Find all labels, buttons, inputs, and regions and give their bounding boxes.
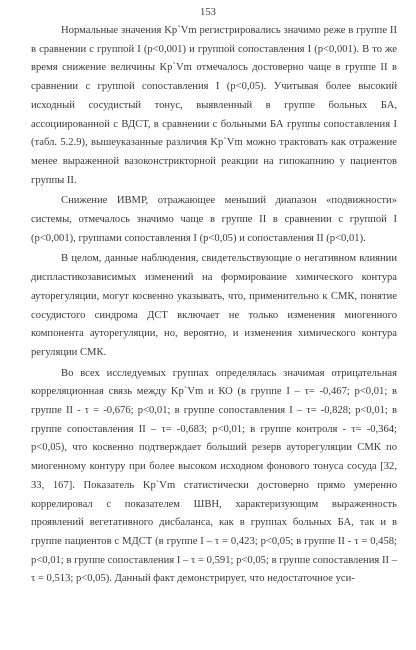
page-body	[31, 22, 397, 591]
paragraph-kp-vm-values: Нормальные значения Kp`Vm регистрировались значимо реже в группе II в сравнении с группой I (p<0,001) и группой сопоставления I (p<0,001). В то же время снижение величины Kp`Vm отмечалось достоверно чаще в группе II в сравнении с группой сопоставления I (p<0,05). Учитывая более высокий исходный сосудистый тонус, выявленный в группе больных БА, ассоциированной с ВДСТ, в сравнении с больными БА группы сопоставления I (табл. 5.2.9), вышеуказанные различия Kp`Vm можно трактовать как отражение менее выраженной вазоконстрикторной реакции на гипокапнию у пациентов группы II.	[31, 25, 397, 186]
paragraph-correlation-analysis: Во всех исследуемых группах определялась значимая отрицательная корреляционная связь между Kp`Vm и КО (в группе I – τ= -0,467; p<0,01; в группе II - τ = -0,676; p<0,01; в группе сопоставления I – τ= -0,828; p<0,01; в группе сопоставления II – τ= -0,683; p<0,01; в группе контроля - τ= -0,364; p<0,05), что косвенно подтверждает больший резерв ауторегуляции СМК по миогенному контуру при более высоком исходном фонового тонуса сосуда [32, 33, 167]. Показатель Kp`Vm статистически достоверно прямо умеренно коррелировал с показателем ШВН, характеризующим выраженность проявлений вегетативного дисбаланса, как в группах больных БА, так и в группе пациентов с МДСТ (в группе I – τ = 0,423; p<0,05; в группе II - τ = 0,458; p<0,01; в группе сопоставления I – τ = 0,591; p<0,05; в группе сопоставления II – τ = 0,513; p<0,05). Данный факт демонстрирует, что недостаточное уси-	[31, 367, 397, 585]
paragraph-ivmr-decrease: Снижение ИВМР, отражающее меньший диапазон «подвижности» системы, отмечалось значимо чаще в группе II в сравнении с группой I (p<0,001), группами сопоставления I (p<0,05) и сопоставления II (p<0,01).	[31, 195, 397, 244]
paragraph-summary-observations: В целом, данные наблюдения, свидетельствующие о негативном влиянии диспластикозависимых изменений на формирование химического контура ауторегуляции, могут косвенно указывать, что, применительно к СМК, понятие сосудистого синдрома ДСТ включает не только изменения миогенного компонента ауторегуляции, но, вероятно, и изменения химического контура регуляции СМК.	[31, 253, 397, 358]
page-number: 153	[200, 7, 216, 18]
